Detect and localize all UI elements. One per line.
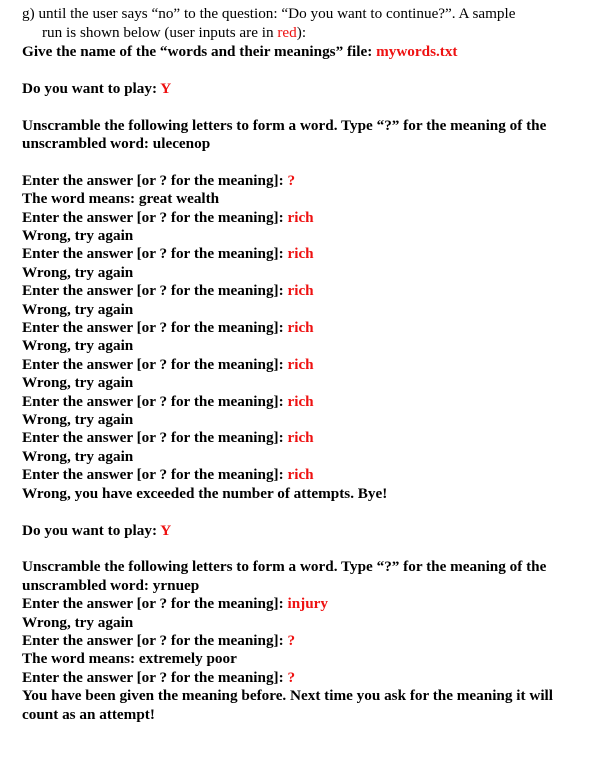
sample-run-transcript bbox=[22, 43, 582, 724]
program-output-text: Wrong, try again bbox=[22, 374, 134, 392]
program-output-text: Unscramble the following letters to form a word. Type “?” for the meaning of the unscrambled word: ulecenop bbox=[22, 116, 547, 152]
program-output-text: Enter the answer [or ? for the meaning]: bbox=[22, 319, 288, 337]
program-output-text: The word means: extremely poor bbox=[22, 650, 237, 668]
transcript-line bbox=[22, 687, 582, 724]
transcript-line bbox=[22, 282, 582, 300]
user-input-text: rich bbox=[287, 392, 314, 410]
transcript-line bbox=[22, 669, 582, 687]
transcript-line bbox=[22, 337, 582, 355]
intro-red-word: red bbox=[277, 23, 297, 41]
user-input-text: mywords.txt bbox=[376, 43, 458, 60]
user-input-text: rich bbox=[287, 282, 314, 300]
program-output-text: Do you want to play: bbox=[22, 521, 161, 539]
user-input-text: ? bbox=[287, 668, 296, 686]
program-output-text: Unscramble the following letters to form a word. Type “?” for the meaning of the unscrambled word: yrnuep bbox=[22, 558, 547, 594]
program-output-text: Enter the answer [or ? for the meaning]: bbox=[22, 595, 288, 613]
intro-line-1: g) until the user says “no” to the question: “Do you want to continue?”. A sample bbox=[22, 5, 516, 22]
user-input-text: Y bbox=[160, 79, 172, 97]
user-input-text: injury bbox=[287, 595, 328, 613]
blank-line bbox=[22, 503, 582, 521]
transcript-line bbox=[22, 485, 582, 503]
intro-line-2-suffix: ): bbox=[296, 23, 307, 41]
transcript-line bbox=[22, 448, 582, 466]
transcript-line bbox=[22, 558, 582, 595]
transcript-line bbox=[22, 209, 582, 227]
transcript-line bbox=[22, 264, 582, 282]
program-output-text: Enter the answer [or ? for the meaning]: bbox=[22, 208, 288, 226]
transcript-line bbox=[22, 117, 582, 154]
program-output-text: Do you want to play: bbox=[22, 79, 161, 97]
transcript-line bbox=[22, 632, 582, 650]
transcript-line bbox=[22, 43, 582, 61]
user-input-text: ? bbox=[287, 631, 296, 649]
program-output-text: Wrong, you have exceeded the number of attempts. Bye! bbox=[22, 484, 388, 502]
intro-paragraph bbox=[22, 5, 582, 42]
program-output-text: You have been given the meaning before. Next time you ask for the meaning it will count as an attempt! bbox=[22, 687, 553, 723]
user-input-text: ? bbox=[287, 171, 296, 189]
blank-line bbox=[22, 61, 582, 79]
transcript-line bbox=[22, 393, 582, 411]
program-output-text: Wrong, try again bbox=[22, 227, 134, 245]
transcript-line bbox=[22, 614, 582, 632]
program-output-text: Enter the answer [or ? for the meaning]: bbox=[22, 429, 288, 447]
transcript-line bbox=[22, 80, 582, 98]
program-output-text: Enter the answer [or ? for the meaning]: bbox=[22, 355, 288, 373]
intro-line-2 bbox=[22, 24, 582, 43]
program-output-text: Enter the answer [or ? for the meaning]: bbox=[22, 631, 288, 649]
transcript-line bbox=[22, 227, 582, 245]
program-output-text: Wrong, try again bbox=[22, 613, 134, 631]
transcript-line bbox=[22, 411, 582, 429]
transcript-line bbox=[22, 190, 582, 208]
transcript-line bbox=[22, 172, 582, 190]
program-output-text: Enter the answer [or ? for the meaning]: bbox=[22, 282, 288, 300]
program-output-text: Give the name of the “words and their meanings” file: bbox=[22, 43, 377, 60]
transcript-line bbox=[22, 319, 582, 337]
transcript-line bbox=[22, 650, 582, 668]
user-input-text: rich bbox=[287, 466, 314, 484]
program-output-text: Enter the answer [or ? for the meaning]: bbox=[22, 245, 288, 263]
program-output-text: The word means: great wealth bbox=[22, 190, 220, 208]
transcript-line bbox=[22, 301, 582, 319]
user-input-text: rich bbox=[287, 245, 314, 263]
user-input-text: rich bbox=[287, 208, 314, 226]
program-output-text: Wrong, try again bbox=[22, 411, 134, 429]
program-output-text: Enter the answer [or ? for the meaning]: bbox=[22, 466, 288, 484]
program-output-text: Wrong, try again bbox=[22, 447, 134, 465]
user-input-text: Y bbox=[160, 521, 172, 539]
blank-line bbox=[22, 153, 582, 171]
transcript-line bbox=[22, 374, 582, 392]
transcript-line bbox=[22, 356, 582, 374]
program-output-text: Enter the answer [or ? for the meaning]: bbox=[22, 171, 288, 189]
transcript-line bbox=[22, 245, 582, 263]
program-output-text: Enter the answer [or ? for the meaning]: bbox=[22, 668, 288, 686]
transcript-line bbox=[22, 429, 582, 447]
blank-line bbox=[22, 540, 582, 558]
user-input-text: rich bbox=[287, 355, 314, 373]
program-output-text: Wrong, try again bbox=[22, 337, 134, 355]
transcript-line bbox=[22, 522, 582, 540]
program-output-text: Wrong, try again bbox=[22, 300, 134, 318]
blank-line bbox=[22, 98, 582, 116]
intro-line-2-prefix: run is shown below (user inputs are in bbox=[42, 23, 278, 41]
program-output-text: Wrong, try again bbox=[22, 263, 134, 281]
user-input-text: rich bbox=[287, 319, 314, 337]
transcript-line bbox=[22, 595, 582, 613]
program-output-text: Enter the answer [or ? for the meaning]: bbox=[22, 392, 288, 410]
transcript-line bbox=[22, 466, 582, 484]
user-input-text: rich bbox=[287, 429, 314, 447]
